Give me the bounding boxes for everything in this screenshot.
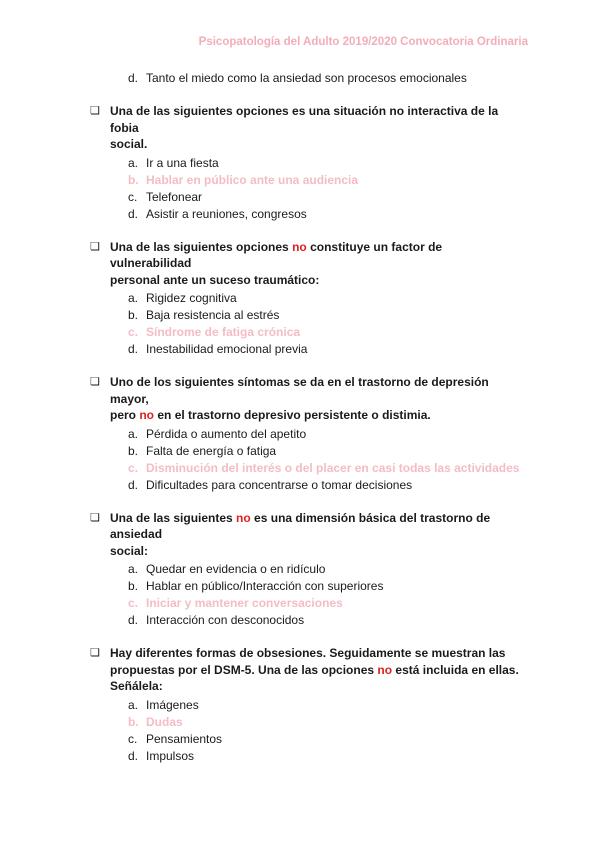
option-c bbox=[90, 189, 520, 206]
option-letter: b. bbox=[128, 443, 139, 458]
question-stem bbox=[90, 645, 520, 695]
option-a bbox=[90, 290, 520, 307]
option-letter: c. bbox=[128, 460, 139, 475]
question-stem bbox=[90, 374, 520, 424]
option-text: Tanto el miedo como la ansiedad son procesos emocionales bbox=[146, 71, 467, 85]
option-letter: b. bbox=[128, 172, 139, 187]
checkbox-bullet-icon: ❏ bbox=[90, 105, 100, 117]
option-carryover-d bbox=[90, 70, 520, 87]
stem-line-2a: pero bbox=[110, 408, 140, 422]
option-b bbox=[90, 443, 520, 460]
option-text: Iniciar y mantener conversaciones bbox=[146, 596, 343, 610]
option-a bbox=[90, 697, 520, 714]
stem-line-1b: constituye un factor de vulnerabilidad bbox=[110, 239, 443, 270]
question-4 bbox=[90, 510, 520, 630]
checkbox-bullet-icon: ❏ bbox=[90, 511, 100, 524]
option-letter: c. bbox=[128, 189, 138, 204]
option-b bbox=[90, 578, 520, 595]
option-a bbox=[90, 561, 520, 578]
option-c-correct bbox=[90, 460, 520, 477]
option-letter: c. bbox=[128, 596, 139, 610]
option-letter: b. bbox=[128, 579, 139, 593]
option-letter: a. bbox=[128, 697, 139, 712]
option-a bbox=[90, 426, 520, 443]
option-text: Asistir a reuniones, congresos bbox=[146, 206, 307, 221]
checkbox-bullet-icon: ❏ bbox=[90, 376, 100, 388]
stem-line-2: personal ante un suceso traumático: bbox=[110, 272, 320, 287]
option-letter: c. bbox=[128, 731, 138, 746]
stem-line-1: Hay diferentes formas de obsesiones. Seguidamente se muestran las bbox=[110, 646, 506, 660]
stem-line-2b: está incluida en ellas. bbox=[392, 662, 519, 677]
option-text: Falta de energía o fatiga bbox=[146, 443, 277, 458]
option-b-correct bbox=[90, 172, 520, 189]
question-stem bbox=[90, 510, 520, 560]
stem-line-2: social: bbox=[110, 543, 149, 558]
option-c-correct bbox=[90, 324, 520, 341]
option-d bbox=[90, 612, 520, 629]
option-letter: b. bbox=[128, 308, 139, 322]
option-text: Dificultades para concentrarse o tomar decisiones bbox=[146, 477, 413, 492]
stem-line-3: Señálela: bbox=[110, 679, 163, 693]
option-d bbox=[90, 748, 520, 765]
option-text: Disminución del interés o del placer en casi todas las actividades bbox=[146, 460, 520, 475]
question-3 bbox=[90, 374, 520, 494]
option-c bbox=[90, 731, 520, 748]
option-text: Pensamientos bbox=[146, 731, 223, 746]
option-text: Baja resistencia al estrés bbox=[146, 308, 280, 322]
option-letter: d. bbox=[128, 613, 139, 627]
question-2 bbox=[90, 239, 520, 359]
stem-line-2b: en el trastorno depresivo persistente o distimia. bbox=[154, 408, 431, 422]
option-text: Quedar en evidencia o en ridículo bbox=[146, 562, 326, 576]
stem-line-2a: propuestas por el DSM-5. Una de las opciones bbox=[110, 662, 378, 677]
option-text: Telefonear bbox=[146, 189, 203, 204]
page-header: Psicopatología del Adulto 2019/2020 Convocatoria Ordinaria bbox=[198, 36, 528, 48]
option-letter: d. bbox=[128, 206, 139, 221]
option-text: Imágenes bbox=[146, 697, 199, 712]
question-1 bbox=[90, 103, 520, 223]
option-text: Impulsos bbox=[146, 748, 195, 763]
option-text: Hablar en público ante una audiencia bbox=[146, 172, 359, 187]
option-text: Ir a una fiesta bbox=[146, 155, 219, 170]
stem-line-1a: Una de las siguientes bbox=[110, 510, 237, 525]
negation-word: no bbox=[292, 239, 307, 254]
question-stem bbox=[90, 239, 520, 289]
option-b-correct bbox=[90, 714, 520, 731]
question-5 bbox=[90, 645, 520, 765]
option-d bbox=[90, 341, 520, 358]
stem-line-2: social. bbox=[110, 137, 148, 151]
stem-line-1: Una de las siguientes opciones es una situación no interactiva de la fobia bbox=[110, 104, 499, 135]
option-letter: b. bbox=[128, 714, 139, 729]
stem-line-1b: es una dimensión básica del trastorno de ansiedad bbox=[110, 510, 491, 541]
negation-word: no bbox=[236, 510, 251, 525]
stem-line-1a: Una de las siguientes opciones bbox=[110, 239, 293, 254]
option-letter: a. bbox=[128, 426, 139, 441]
option-text: Síndrome de fatiga crónica bbox=[146, 325, 301, 339]
option-text: Pérdida o aumento del apetito bbox=[146, 426, 307, 441]
option-text: Dudas bbox=[146, 714, 183, 729]
option-text: Rigidez cognitiva bbox=[146, 291, 237, 305]
checkbox-bullet-icon: ❏ bbox=[90, 647, 100, 659]
option-c-correct bbox=[90, 595, 520, 612]
option-letter: d. bbox=[128, 748, 139, 763]
option-letter: a. bbox=[128, 155, 139, 170]
option-letter: a. bbox=[128, 291, 139, 305]
negation-word: no bbox=[139, 408, 155, 422]
option-letter: c. bbox=[128, 325, 139, 339]
option-text: Hablar en público/Interacción con superiores bbox=[146, 579, 384, 593]
option-b bbox=[90, 307, 520, 324]
option-letter: d. bbox=[128, 342, 139, 356]
option-letter: d. bbox=[128, 71, 139, 85]
option-a bbox=[90, 155, 520, 172]
option-d bbox=[90, 206, 520, 223]
option-text: Interacción con desconocidos bbox=[146, 613, 305, 627]
stem-line-1: Uno de los siguientes síntomas se da en el trastorno de depresión mayor, bbox=[110, 375, 489, 406]
option-letter: d. bbox=[128, 477, 139, 492]
option-d bbox=[90, 477, 520, 494]
option-text: Inestabilidad emocional previa bbox=[146, 342, 308, 356]
checkbox-bullet-icon: ❏ bbox=[90, 240, 100, 253]
option-letter: a. bbox=[128, 562, 139, 576]
exam-content bbox=[90, 70, 520, 765]
question-stem bbox=[90, 103, 520, 153]
negation-word: no bbox=[377, 662, 393, 677]
